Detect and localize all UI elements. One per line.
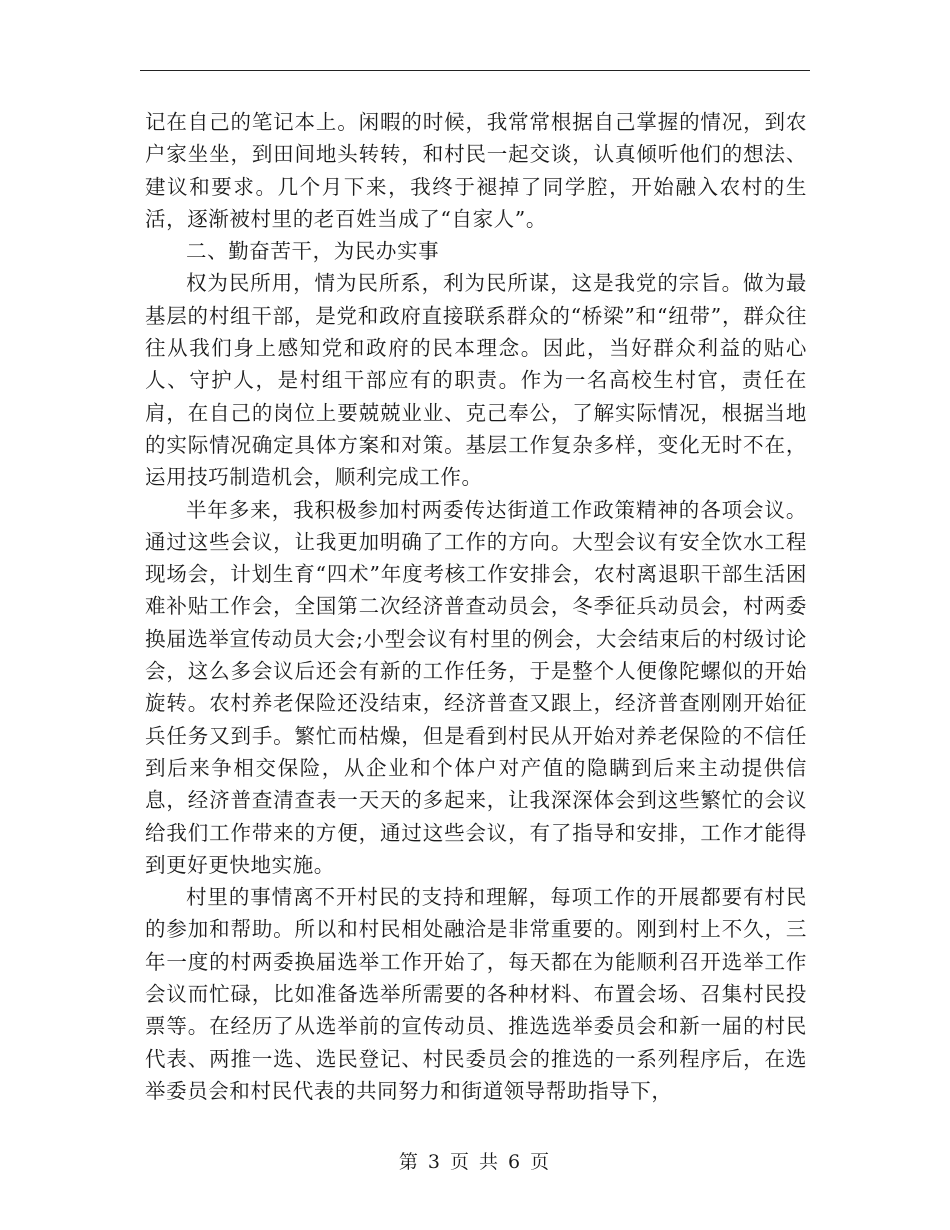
paragraph-1: 记在自己的笔记本上。闲暇的时候，我常常根据自己掌握的情况，到农户家坐坐，到田间地头转转，和村民一起交谈，认真倾听他们的想法、建议和要求。几个月下来，我终于褪掉了同学腔，开始融入农村的生活，逐渐被村里的老百姓当成了“自家人”。 (145, 110, 807, 231)
paragraph-4: 村里的事情离不开村民的支持和理解，每项工作的开展都要有村民的参加和帮助。所以和村民相处融洽是非常重要的。刚到村上不久，三年一度的村两委换届选举工作开始了，每天都在为能顺利召开选举工作会议而忙碌，比如准备选举所需要的各种材料、布置会场、召集村民投票等。在经历了从选举前的宣传动员、推选选举委员会和新一届的村民代表、两推一选、选民登记、村民委员会的推选的一系列程序后，在选举委员会和村民代表的共同努力和街道领导帮助指导下， (145, 885, 807, 1103)
paragraph-3: 半年多来，我积极参加村两委传达街道工作政策精神的各项会议。通过这些会议，让我更加明确了工作的方向。大型会议有安全饮水工程现场会，计划生育“四术”年度考核工作安排会，农村离退职干部生活困难补贴工作会，全国第二次经济普查动员会，冬季征兵动员会，村两委换届选举宣传动员大会;小型会议有村里的例会，大会结束后的村级讨论会，这么多会议后还会有新的工作任务，于是整个人便像陀螺似的开始旋转。农村养老保险还没结束，经济普查又跟上，经济普查刚刚开始征兵任务又到手。繁忙而枯燥，但是看到村民从开始对养老保险的不信任到后来争相交保险，从企业和个体户对产值的隐瞒到后来主动提供信息，经济普查清查表一天天的多起来，让我深深体会到这些繁忙的会议给我们工作带来的方便，通过这些会议，有了指导和安排，工作才能得到更好更快地实施。 (145, 497, 807, 877)
header-rule (140, 70, 810, 71)
paragraph-2: 权为民所用，情为民所系，利为民所谋，这是我党的宗旨。做为最基层的村组干部，是党和政府直接联系群众的“桥梁”和“纽带”，群众往往从我们身上感知党和政府的民本理念。因此，当好群众利益的贴心人、守护人，是村组干部应有的职责。作为一名高校生村官，责任在肩，在自己的岗位上要兢兢业业、克己奉公，了解实际情况，根据当地的实际情况确定具体方案和对策。基层工作复杂多样，变化无时不在，运用技巧制造机会，顺利完成工作。 (145, 271, 807, 490)
section-heading: 二、勤奋苦干，为民办实事 (186, 239, 440, 264)
page-footer: 第 3 页 共 6 页 (398, 1151, 552, 1173)
body-text (145, 106, 807, 1107)
